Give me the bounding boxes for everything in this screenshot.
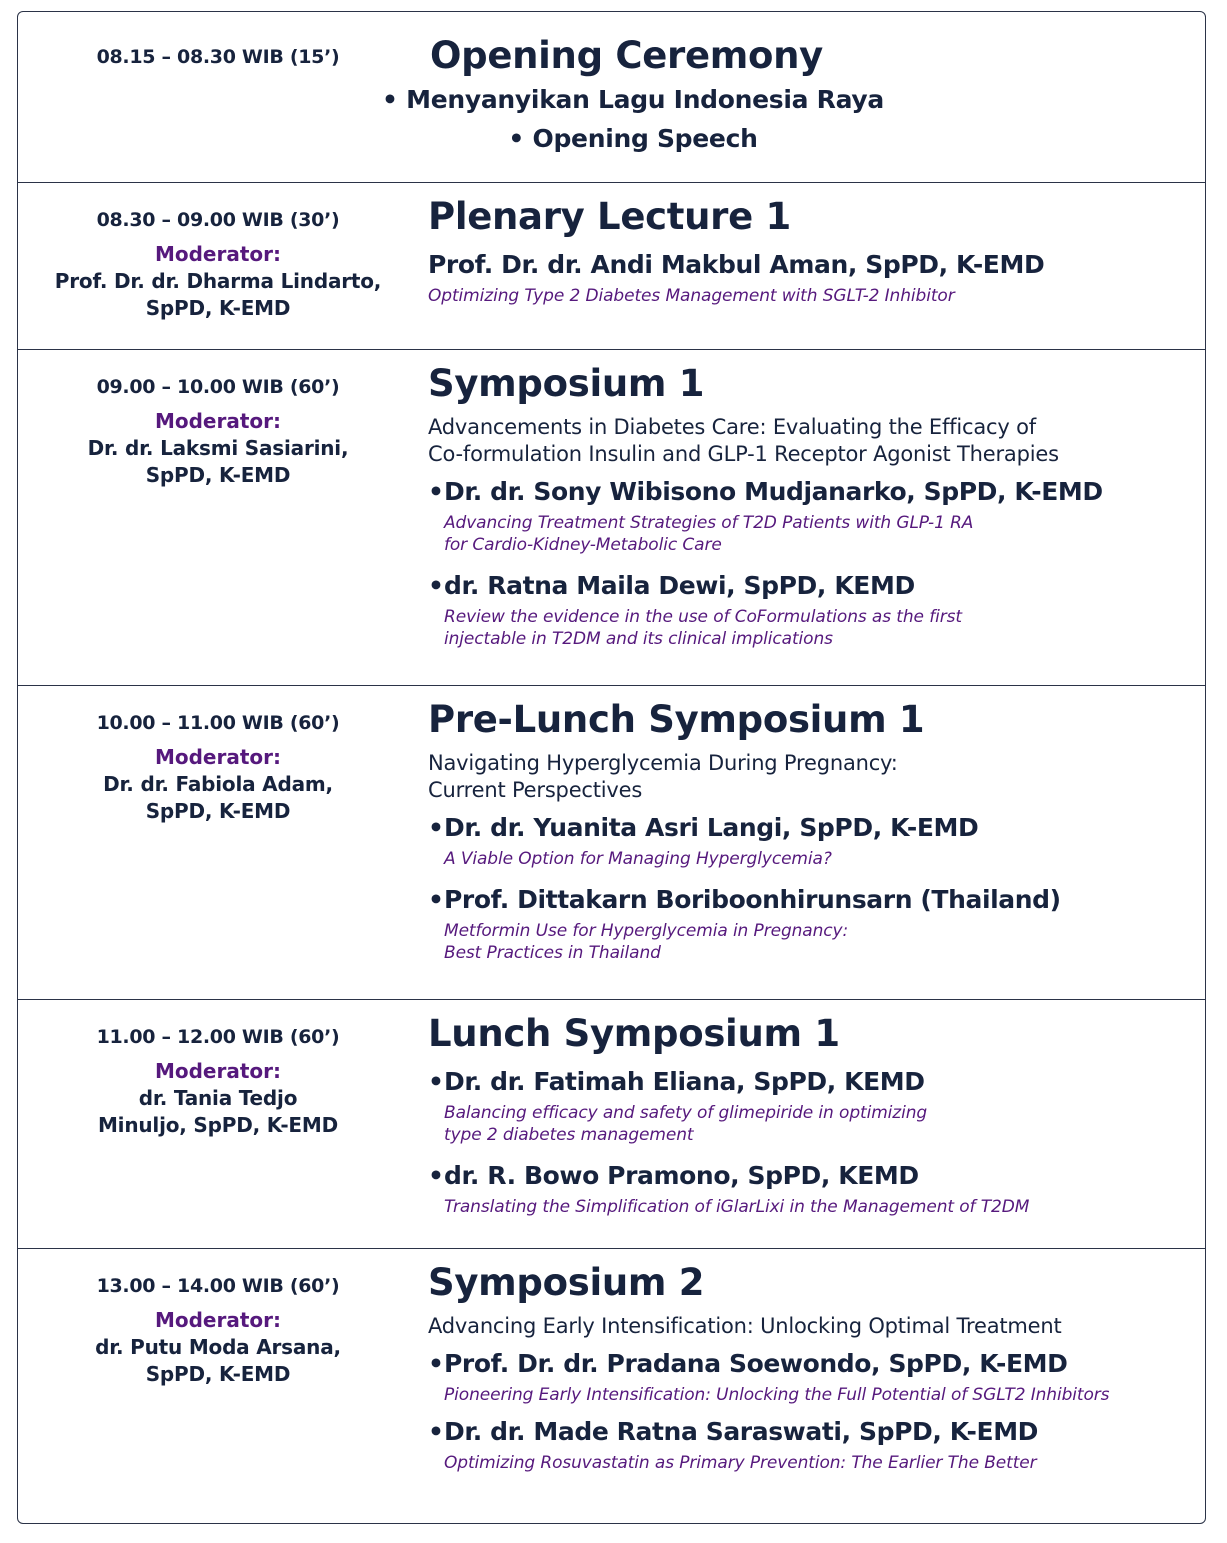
- moderator-name: dr. Putu Moda Arsana, SpPD, K-EMD: [95, 1335, 341, 1386]
- bullet-icon: •: [428, 885, 444, 914]
- speaker-item: [428, 1066, 1185, 1098]
- bullet-icon: •: [428, 477, 444, 506]
- session-title: Symposium 2: [428, 1261, 705, 1304]
- session-title: Pre-Lunch Symposium 1: [428, 698, 925, 741]
- session-row-symposium-1: [18, 350, 1205, 686]
- moderator-label: Moderator:: [154, 1059, 282, 1083]
- bullet-icon: •: [428, 1161, 444, 1190]
- speaker-name: Dr. dr. Yuanita Asri Langi, SpPD, K-EMD: [444, 813, 979, 842]
- talk-title: Advancing Treatment Strategies of T2D Patients with GLP-1 RA for Cardio-Kidney-Metabolic Care: [444, 513, 974, 555]
- speaker-item: [428, 1416, 1185, 1448]
- moderator-label: Moderator:: [154, 745, 282, 769]
- bullet-icon: •: [428, 813, 444, 842]
- session-time: 10.00 – 11.00 WIB (60’): [96, 712, 340, 734]
- talk-title: A Viable Option for Managing Hyperglycemia?: [444, 849, 832, 869]
- moderator-label: Moderator:: [154, 409, 282, 433]
- talk-title: Review the evidence in the use of CoFormulations as the first injectable in T2DM and its clinical implications: [444, 607, 962, 649]
- moderator-name: Dr. dr. Fabiola Adam, SpPD, K-EMD: [103, 772, 333, 823]
- bullet-icon: •: [428, 1349, 444, 1378]
- talk-title: Optimizing Type 2 Diabetes Management with SGLT-2 Inhibitor: [428, 286, 955, 306]
- speaker-item: [428, 884, 1185, 916]
- session-title: Symposium 1: [428, 362, 705, 405]
- session-title: Lunch Symposium 1: [428, 1012, 840, 1055]
- bullet-icon: •: [428, 1417, 444, 1446]
- session-time: 08.30 – 09.00 WIB (30’): [96, 209, 340, 231]
- speaker-name: Prof. Dittakarn Boriboonhirunsarn (Thailand): [444, 885, 1061, 914]
- talk-title: Balancing efficacy and safety of glimepiride in optimizing type 2 diabetes management: [444, 1103, 928, 1145]
- speaker-item: [428, 570, 1185, 602]
- session-subtitle: Advancing Early Intensification: Unlocking Optimal Treatment: [428, 1314, 1062, 1338]
- speaker-name: Dr. dr. Made Ratna Saraswati, SpPD, K-EMD: [444, 1417, 1039, 1446]
- bullet-icon: •: [428, 1067, 444, 1096]
- moderator-label: Moderator:: [154, 1308, 282, 1332]
- speaker-item: [428, 476, 1185, 508]
- moderator-name: Dr. dr. Laksmi Sasiarini, SpPD, K-EMD: [87, 436, 349, 487]
- session-time: 08.15 – 08.30 WIB (15’): [96, 46, 340, 68]
- session-subtitle: Navigating Hyperglycemia During Pregnancy: Current Perspectives: [428, 751, 898, 802]
- talk-title: Pioneering Early Intensification: Unlocking the Full Potential of SGLT2 Inhibitors: [444, 1385, 1110, 1405]
- moderator-name: dr. Tania Tedjo Minuljo, SpPD, K-EMD: [97, 1086, 338, 1137]
- talk-title: Optimizing Rosuvastatin as Primary Prevention: The Earlier The Better: [444, 1453, 1037, 1473]
- moderator-name: Prof. Dr. dr. Dharma Lindarto, SpPD, K-EMD: [54, 269, 382, 320]
- session-time: 11.00 – 12.00 WIB (60’): [96, 1026, 340, 1048]
- speaker-name: dr. Ratna Maila Dewi, SpPD, KEMD: [444, 571, 915, 600]
- speaker-name: Prof. Dr. dr. Andi Makbul Aman, SpPD, K-EMD: [428, 250, 1045, 279]
- session-row-pre-lunch-symposium: [18, 686, 1205, 1000]
- session-time: 09.00 – 10.00 WIB (60’): [96, 376, 340, 398]
- session-row-plenary: [18, 183, 1205, 350]
- speaker-name: Dr. dr. Fatimah Eliana, SpPD, KEMD: [444, 1067, 925, 1096]
- talk-title: Metformin Use for Hyperglycemia in Pregnancy: Best Practices in Thailand: [444, 921, 849, 963]
- opening-agenda: [378, 80, 888, 158]
- speaker-name: Dr. dr. Sony Wibisono Mudjanarko, SpPD, K-EMD: [444, 477, 1103, 506]
- agenda-item: • Opening Speech: [508, 124, 758, 153]
- session-subtitle: Advancements in Diabetes Care: Evaluating the Efficacy of Co-formulation Insulin and GLP-1 Receptor Agonist Therapies: [428, 415, 1059, 466]
- speaker-item: [428, 1348, 1185, 1380]
- session-row-opening: [18, 12, 1205, 183]
- session-row-symposium-2: [18, 1249, 1205, 1523]
- agenda-item: • Menyanyikan Lagu Indonesia Raya: [382, 85, 884, 114]
- session-row-lunch-symposium: [18, 1000, 1205, 1249]
- session-time: 13.00 – 14.00 WIB (60’): [96, 1275, 340, 1297]
- session-title: Plenary Lecture 1: [428, 195, 791, 238]
- talk-title: Translating the Simplification of iGlarLixi in the Management of T2DM: [444, 1197, 1030, 1217]
- session-title: Opening Ceremony: [430, 34, 823, 77]
- moderator-label: Moderator:: [154, 242, 282, 266]
- speaker-name: dr. R. Bowo Pramono, SpPD, KEMD: [444, 1161, 919, 1190]
- speaker-item: [428, 1160, 1185, 1192]
- schedule-table: [17, 11, 1206, 1524]
- speaker-name: Prof. Dr. dr. Pradana Soewondo, SpPD, K-EMD: [444, 1349, 1068, 1378]
- speaker-item: [428, 812, 1185, 844]
- bullet-icon: •: [428, 571, 444, 600]
